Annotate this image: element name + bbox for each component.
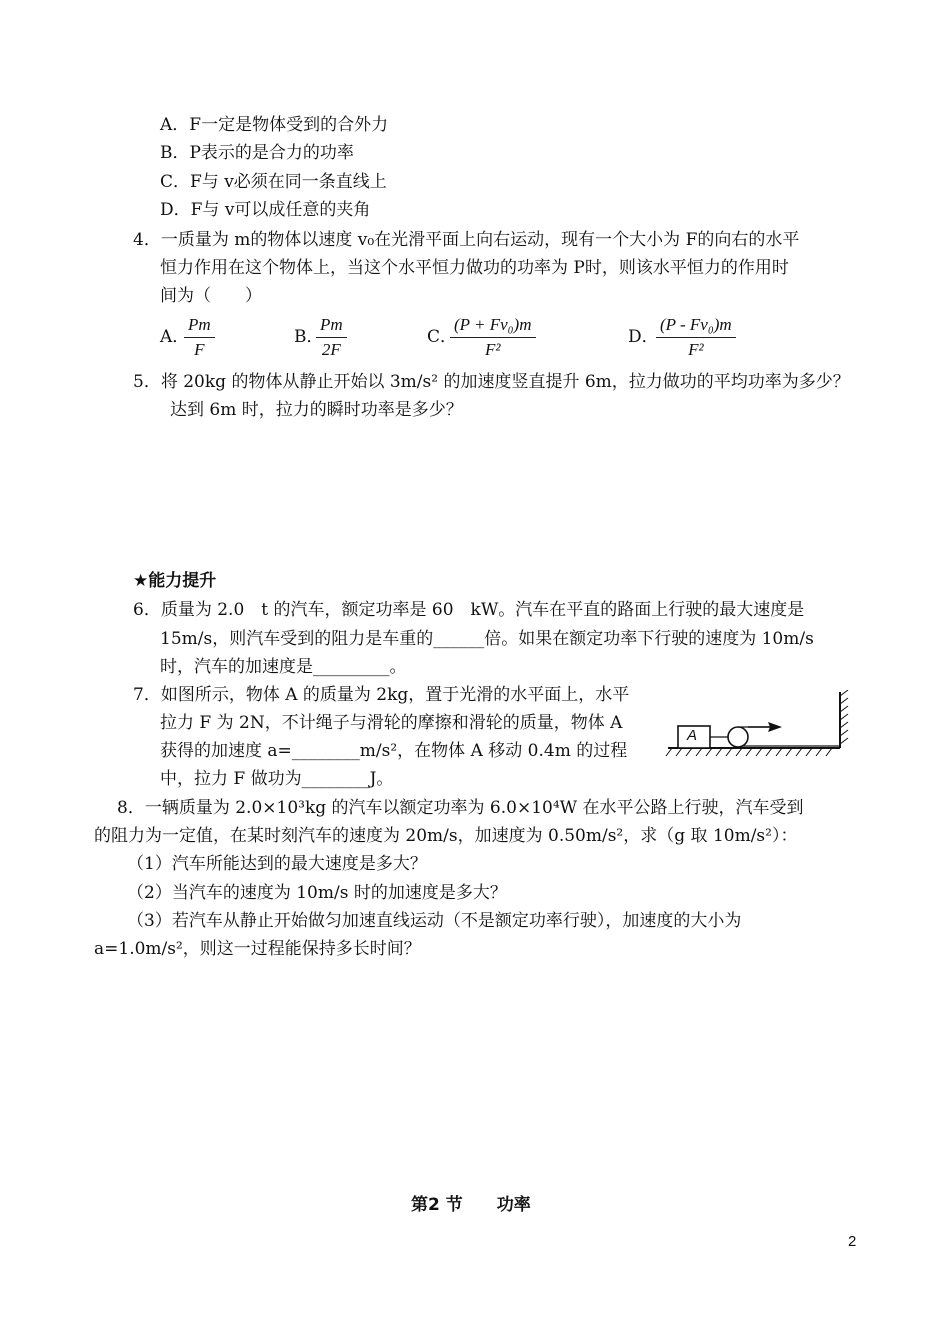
q4-option-b-label: B． — [294, 327, 324, 347]
q3-option-c: C．F与 v必须在同一条直线上 — [160, 172, 387, 192]
q4-option-b-denominator: 2F — [321, 340, 341, 359]
q3-option-a: A．F一定是物体受到的合外力 — [160, 115, 389, 135]
q4-option-b-fraction — [316, 315, 347, 360]
page-number: 2 — [848, 1233, 857, 1250]
q4-option-d-fraction — [656, 315, 736, 360]
q7-text-line4: 中，拉力 F 做功为________J。 — [160, 769, 394, 789]
section-title: 第2 节 功率 — [411, 1195, 531, 1215]
section-heading: ★能力提升 — [133, 571, 217, 591]
q6-text-line1: 6．质量为 2.0 t 的汽车，额定功率是 60 kW。汽车在平直的路面上行驶的最大速度是 — [133, 600, 805, 620]
q4-option-c-fraction — [450, 315, 536, 360]
q4-option-a-label: A． — [160, 327, 190, 347]
q4-text-line1: 4．一质量为 m的物体以速度 v₀在光滑平面上向右运动，现有一个大小为 F的向右的水平 — [133, 230, 800, 250]
q8-sub3-continuation: a=1.0m/s²，则这一过程能保持多长时间？ — [94, 939, 421, 959]
q8-text-line2: 的阻力为一定值，在某时刻汽车的速度为 20m/s，加速度为 0.50m/s²，求（g 取 10m/s²）： — [94, 826, 798, 846]
q7-text-line1: 7．如图所示，物体 A 的质量为 2kg，置于光滑的水平面上，水平 — [133, 685, 630, 705]
q4-option-a-numerator: Pm — [184, 315, 215, 338]
q4-option-a-fraction — [184, 315, 215, 360]
q5-text-line1: 5．将 20kg 的物体从静止开始以 3m/s² 的加速度竖直提升 6m，拉力做功的平均功率为多少？ — [133, 372, 850, 392]
q8-sub2: （2）当汽车的速度为 10m/s 时的加速度是多大？ — [127, 883, 507, 903]
block-a-label: A — [687, 727, 698, 744]
q8-text-line1: 8．一辆质量为 2.0×10³kg 的汽车以额定功率为 6.0×10⁴W 在水平公路上行驶，汽车受到 — [117, 798, 804, 818]
q7-text-line3: 获得的加速度 a=________m/s²，在物体 A 移动 0.4m 的过程 — [160, 741, 628, 761]
q8-sub1: （1）汽车所能达到的最大速度是多大？ — [127, 854, 427, 874]
q4-option-b-numerator: Pm — [316, 315, 347, 338]
q3-option-d: D．F与 v可以成任意的夹角 — [160, 200, 371, 220]
q4-text-line2: 恒力作用在这个物体上，当这个水平恒力做功的功率为 P时，则该水平恒力的作用时 — [160, 258, 789, 278]
q6-text-line3: 时，汽车的加速度是_________。 — [160, 657, 407, 677]
q5-text-line2: 达到 6m 时，拉力的瞬时功率是多少？ — [170, 400, 463, 420]
q4-option-d-numerator: (P - Fv₀)m — [656, 315, 736, 338]
q8-sub3: （3）若汽车从静止开始做匀加速直线运动（不是额定功率行驶），加速度的大小为 — [127, 911, 742, 931]
q4-option-c-label: C． — [427, 327, 458, 347]
q4-text-line3: 间为（ ） — [160, 286, 262, 306]
q4-option-d-label: D． — [628, 327, 659, 347]
q6-text-line2: 15m/s，则汽车受到的阻力是车重的______倍。如果在额定功率下行驶的速度为 10m/s — [160, 629, 814, 649]
q3-option-b: B．P表示的是合力的功率 — [160, 143, 354, 163]
q4-option-c-numerator: (P + Fv₀)m — [450, 315, 536, 338]
q7-text-line2: 拉力 F 为 2N，不计绳子与滑轮的摩擦和滑轮的质量，物体 A — [160, 713, 623, 733]
q4-option-c-denominator: F² — [485, 340, 501, 359]
q4-option-d-denominator: F² — [688, 340, 704, 359]
pulley-diagram — [664, 690, 854, 770]
q4-option-a-denominator: F — [194, 340, 205, 359]
